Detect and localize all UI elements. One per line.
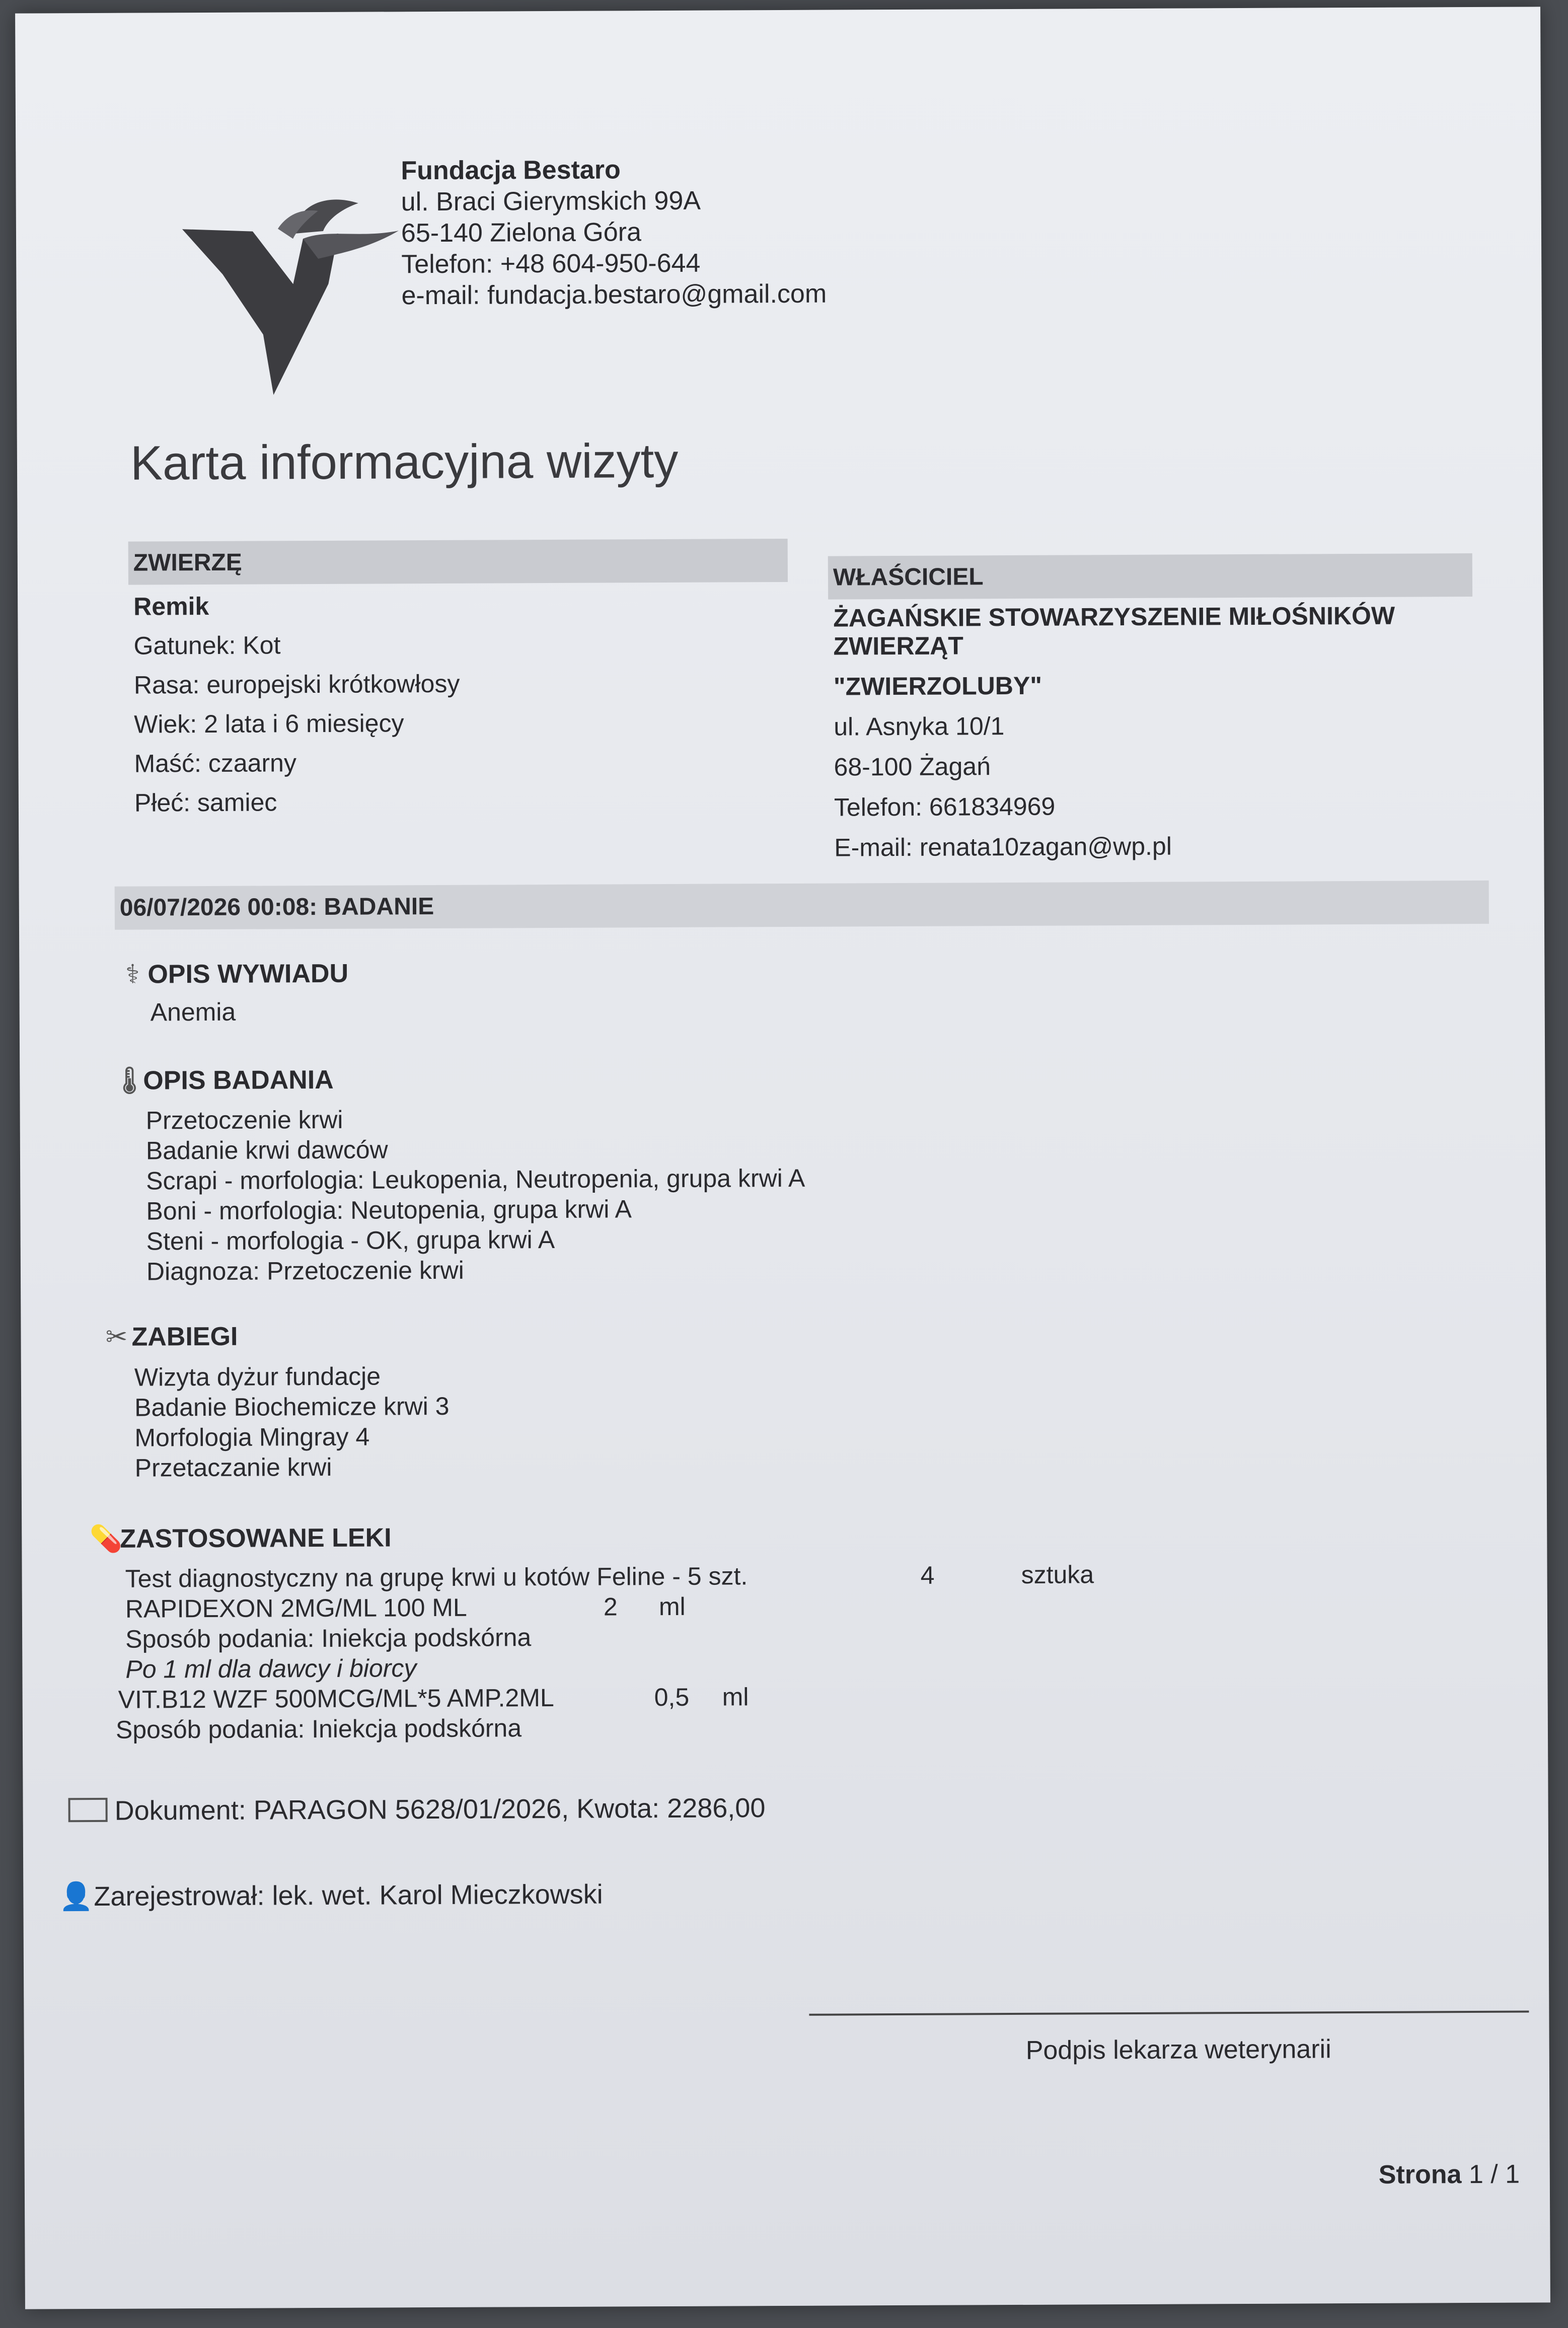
owner-name-line2: ZWIERZĄT: [833, 631, 963, 661]
meds-list: [115, 1560, 1094, 1744]
page-number: 1 / 1: [1468, 2159, 1520, 2190]
bestaro-logo: [177, 183, 415, 405]
page-label: Strona: [1378, 2160, 1462, 2190]
registered-line: 👤Zarejestrował: lek. wet. Karol Mieczkowski: [58, 1879, 603, 1913]
stethoscope-icon: ⚕: [125, 960, 140, 989]
owner-phone: Telefon: 661834969: [834, 792, 1056, 822]
exam-line: Steni - morfologia - OK, grupa krwi A: [146, 1225, 555, 1256]
owner-name-line3: "ZWIERZOLUBY": [833, 671, 1042, 701]
procedure-line: Morfologia Mingray 4: [134, 1422, 370, 1452]
organization-info: [401, 154, 827, 312]
document-page: [15, 7, 1550, 2309]
med-qty: 0,5: [654, 1683, 690, 1712]
organization-city: 65-140 Zielona Góra: [401, 217, 642, 248]
med-qty: 2: [603, 1592, 618, 1621]
med-qty: 4: [920, 1561, 935, 1589]
animal-breed: Rasa: europejski krótkowłosy: [133, 669, 460, 699]
exam-header: 🌡OPIS BADANIA: [113, 1065, 334, 1096]
exam-text: [146, 1103, 806, 1287]
procedures-header: ✂ ZABIEGI: [101, 1322, 238, 1352]
thermometer-icon: 🌡: [113, 1066, 146, 1096]
exam-line: Diagnoza: Przetoczenie krwi: [146, 1256, 464, 1286]
page-title: Karta informacyjna wizyty: [130, 433, 679, 490]
med-unit: ml: [722, 1683, 749, 1711]
interview-header: ⚕ OPIS WYWIADU: [117, 959, 348, 990]
animal-sex: Płeć: samiec: [134, 788, 277, 817]
page-indicator: [1379, 2159, 1520, 2190]
pill-icon: 💊: [90, 1524, 123, 1554]
med-row: [125, 1591, 748, 1624]
owner-city: 68-100 Żagań: [834, 752, 991, 781]
animal-color: Maść: czaarny: [134, 749, 297, 778]
owner-email: E-mail: renata10zagan@wp.pl: [834, 832, 1172, 862]
med-unit: ml: [658, 1592, 686, 1621]
scissors-icon: ✂: [105, 1322, 128, 1352]
med-route: Sposób podania: Iniekcja podskórna: [115, 1714, 522, 1744]
med-row: [125, 1560, 1094, 1593]
animal-age: Wiek: 2 lata i 6 miesięcy: [134, 709, 404, 739]
exam-line: Badanie krwi dawców: [145, 1135, 388, 1165]
animal-species: Gatunek: Kot: [133, 631, 281, 660]
procedure-line: Badanie Biochemicze krwi 3: [134, 1392, 450, 1422]
animal-header: ZWIERZĘ: [128, 539, 788, 585]
organization-phone: Telefon: +48 604-950-644: [401, 248, 701, 279]
med-route: Sposób podania: Iniekcja podskórna: [125, 1623, 532, 1653]
med-unit: sztuka: [1021, 1560, 1094, 1589]
exam-line: Boni - morfologia: Neutopenia, grupa krwi A: [146, 1195, 632, 1225]
procedures-text: [134, 1361, 450, 1483]
owner-info: [833, 602, 1396, 862]
interview-line: Anemia: [150, 997, 236, 1027]
owner-street: ul. Asnyka 10/1: [834, 712, 1005, 741]
document-line: Dokument: PARAGON 5628/01/2026, Kwota: 2286,00: [68, 1792, 766, 1827]
owner-name-line1: ŻAGAŃSKIE STOWARZYSZENIE MIŁOŚNIKÓW: [833, 601, 1395, 632]
interview-text: [151, 997, 236, 1028]
med-row: [118, 1682, 749, 1714]
visit-header: 06/07/2026 00:08: BADANIE: [115, 881, 1489, 930]
banknote-icon: [68, 1798, 108, 1822]
procedure-line: Przetaczanie krwi: [134, 1452, 332, 1482]
organization-email: e-mail: fundacja.bestaro@gmail.com: [401, 279, 827, 311]
procedure-line: Wizyta dyżur fundacje: [134, 1362, 381, 1392]
user-icon: 👤: [59, 1881, 94, 1912]
meds-header: 💊ZASTOSOWANE LEKI: [90, 1523, 392, 1554]
exam-line: Scrapi - morfologia: Leukopenia, Neutropenia, grupa krwi A: [146, 1163, 805, 1195]
med-name: RAPIDEXON 2MG/ML 100 ML: [125, 1593, 467, 1623]
animal-info: [133, 586, 461, 823]
signature-label: Podpis lekarza weterynarii: [1025, 2034, 1331, 2065]
organization-street: ul. Braci Gierymskich 99A: [401, 186, 701, 217]
med-name: VIT.B12 WZF 500MCG/ML*5 AMP.2ML: [118, 1683, 554, 1714]
med-note: Po 1 ml dla dawcy i biorcy: [125, 1654, 417, 1684]
signature-line: [809, 2011, 1529, 2016]
animal-name: Remik: [133, 592, 209, 621]
med-name: Test diagnostyczny na grupę krwi u kotów Feline - 5 szt.: [125, 1562, 748, 1593]
organization-name: Fundacja Bestaro: [401, 155, 621, 186]
exam-line: Przetoczenie krwi: [145, 1105, 343, 1135]
owner-header: WŁAŚCICIEL: [828, 553, 1472, 600]
